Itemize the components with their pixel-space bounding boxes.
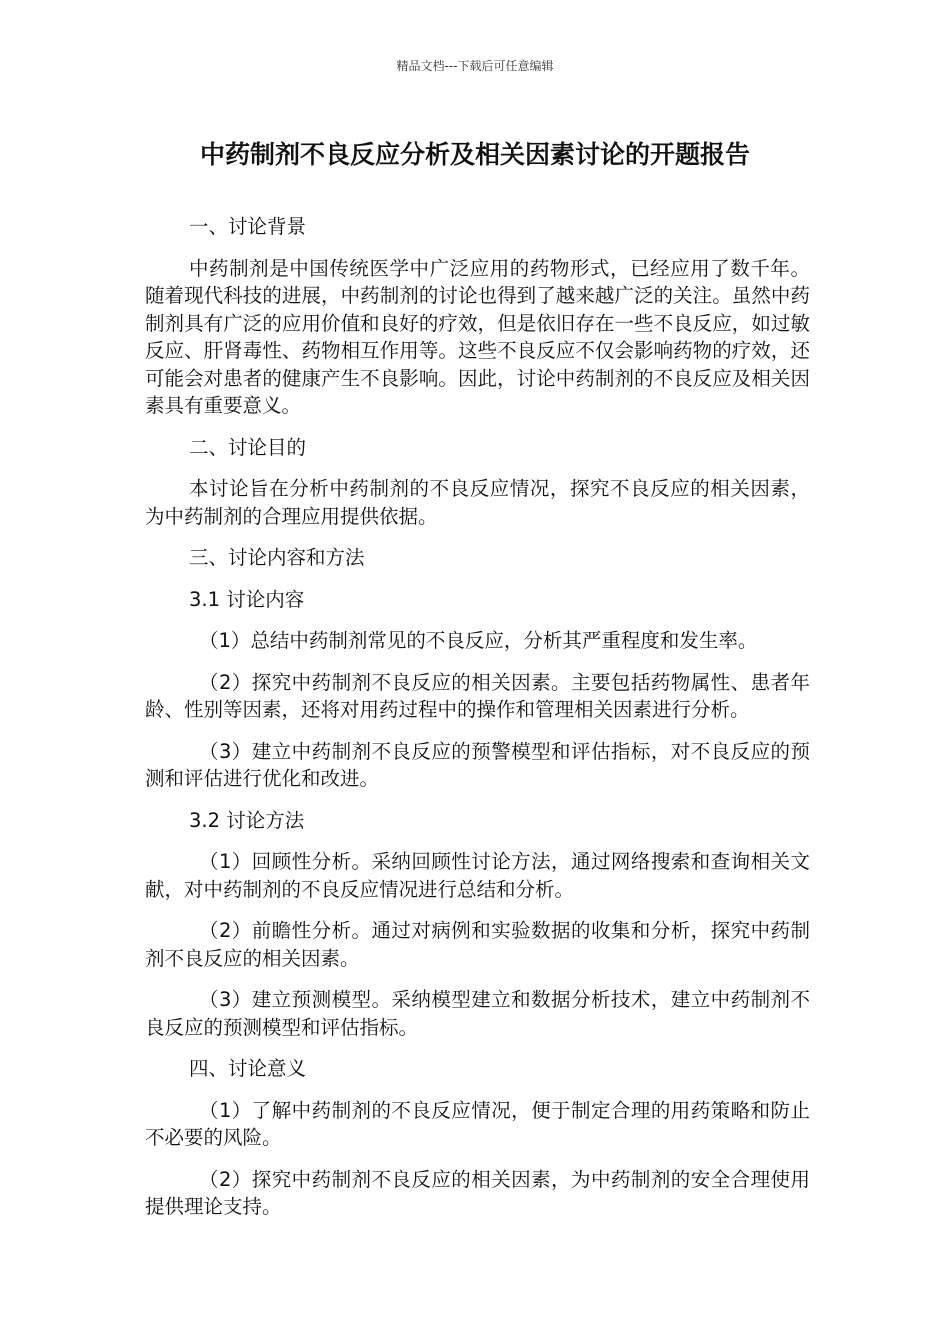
significance-item-1: （1）了解中药制剂的不良反应情况，便于制定合理的用药策略和防止不必要的风险。 <box>145 1098 810 1149</box>
purpose-paragraph: 本讨论旨在分析中药制剂的不良反应情况，探究不良反应的相关因素，为中药制剂的合理应用提供依据。 <box>145 477 810 528</box>
section-heading-content-methods: 三、讨论内容和方法 <box>189 546 365 569</box>
section-heading-significance: 四、讨论意义 <box>189 1057 307 1080</box>
background-paragraph: 中药制剂是中国传统医学中广泛应用的药物形式，已经应用了数千年。随着现代科技的进展，中药制剂的讨论也得到了越来越广泛的关注。虽然中药制剂具有广泛的应用价值和良好的疗效，但是依旧存在一些不良反应，如过敏反应、肝肾毒性、药物相互作用等。这些不良反应不仅会影响药物的疗效，还可能会对患者的健康产生不良影响。因此，讨论中药制剂的不良反应及相关因素具有重要意义。 <box>145 256 810 417</box>
document-title: 中药制剂不良反应分析及相关因素讨论的开题报告 <box>199 140 750 169</box>
subsection-heading-content: 3.1 讨论内容 <box>189 587 305 611</box>
content-item-2: （2）探究中药制剂不良反应的相关因素。主要包括药物属性、患者年龄、性别等因素，还将对用药过程中的操作和管理相关因素进行分析。 <box>145 670 810 721</box>
method-item-1: （1）回顾性分析。采纳回顾性讨论方法，通过网络搜索和查询相关文献，对中药制剂的不良反应情况进行总结和分析。 <box>145 850 810 901</box>
significance-item-2: （2）探究中药制剂不良反应的相关因素，为中药制剂的安全合理使用提供理论支持。 <box>145 1167 810 1218</box>
content-item-1: （1）总结中药制剂常见的不良反应，分析其严重程度和发生率。 <box>199 629 758 652</box>
section-heading-purpose: 二、讨论目的 <box>189 435 307 459</box>
method-item-3: （3）建立预测模型。采纳模型建立和数据分析技术，建立中药制剂不良反应的预测模型和评估指标。 <box>145 988 810 1039</box>
content-item-3: （3）建立中药制剂不良反应的预警模型和评估指标，对不良反应的预测和评估进行优化和改进。 <box>145 739 810 790</box>
document-body <box>145 213 810 1235</box>
subsection-heading-methods: 3.2 讨论方法 <box>189 808 305 832</box>
method-item-2: （2）前瞻性分析。通过对病例和实验数据的收集和分析，探究中药制剂不良反应的相关因素。 <box>145 919 810 970</box>
section-heading-background: 一、讨论背景 <box>189 215 307 238</box>
page-header: 精品文档---下载后可任意编辑 <box>396 59 554 73</box>
